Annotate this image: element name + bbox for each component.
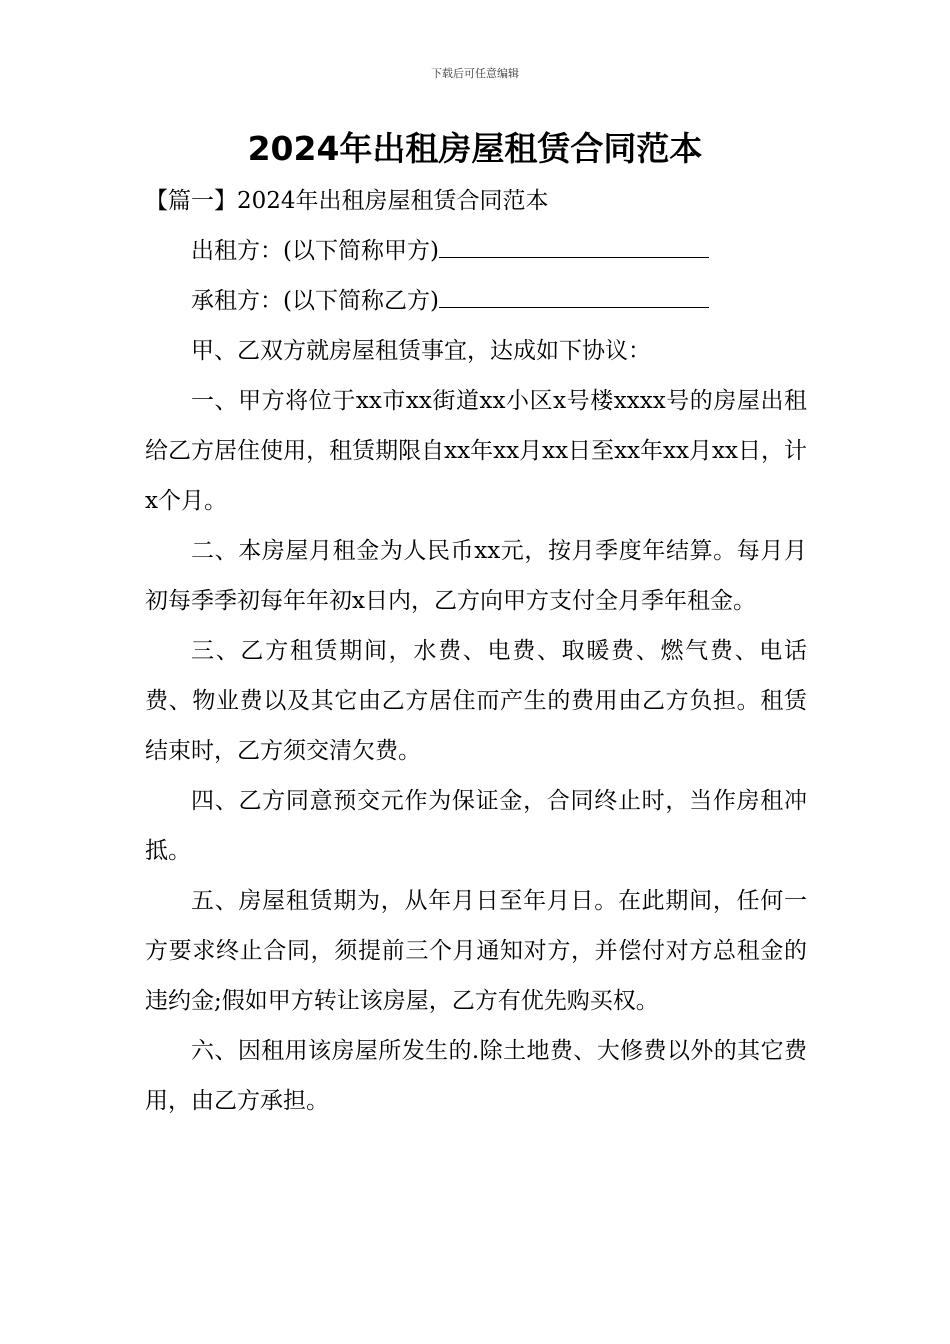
section-heading: 【篇一】2024年出租房屋租赁合同范本 [145,188,549,214]
page-header-note: 下载后可任意编辑 [431,67,519,80]
clause-4: 四、乙方同意预交元作为保证金，合同终止时，当作房租冲抵。 [145,788,807,864]
lessee-blank-line [439,283,709,308]
clause-5: 五、房屋租赁期为，从年月日至年月日。在此期间，任何一方要求终止合同，须提前三个月通知对方，并偿付对方总租金的违约金;假如甲方转让该房屋，乙方有优先购买权。 [145,888,807,1014]
lessor-blank-line [439,233,709,258]
clause-6: 六、因租用该房屋所发生的.除土地费、大修费以外的其它费用，由乙方承担。 [145,1038,807,1114]
lessee-line [145,276,807,326]
clause-3: 三、乙方租赁期间，水费、电费、取暖费、燃气费、电话费、物业费以及其它由乙方居住而产生的费用由乙方负担。租赁结束时，乙方须交清欠费。 [145,638,807,764]
clause-2: 二、本房屋月租金为人民币xx元，按月季度年结算。每月月初每季季初每年年初x日内，乙方向甲方支付全月季年租金。 [145,538,807,614]
lessor-label: 出租方：(以下简称甲方) [191,238,439,264]
document-body [145,176,807,1126]
agreement-intro: 甲、乙双方就房屋租赁事宜，达成如下协议： [191,338,651,364]
document-title: 2024年出租房屋租赁合同范本 [247,129,703,168]
lessee-label: 承租方：(以下简称乙方) [191,288,439,314]
lessor-line [145,226,807,276]
clause-1: 一、甲方将位于xx市xx街道xx小区x号楼xxxx号的房屋出租给乙方居住使用，租赁期限自xx年xx月xx日至xx年xx月xx日，计x个月。 [145,388,807,514]
